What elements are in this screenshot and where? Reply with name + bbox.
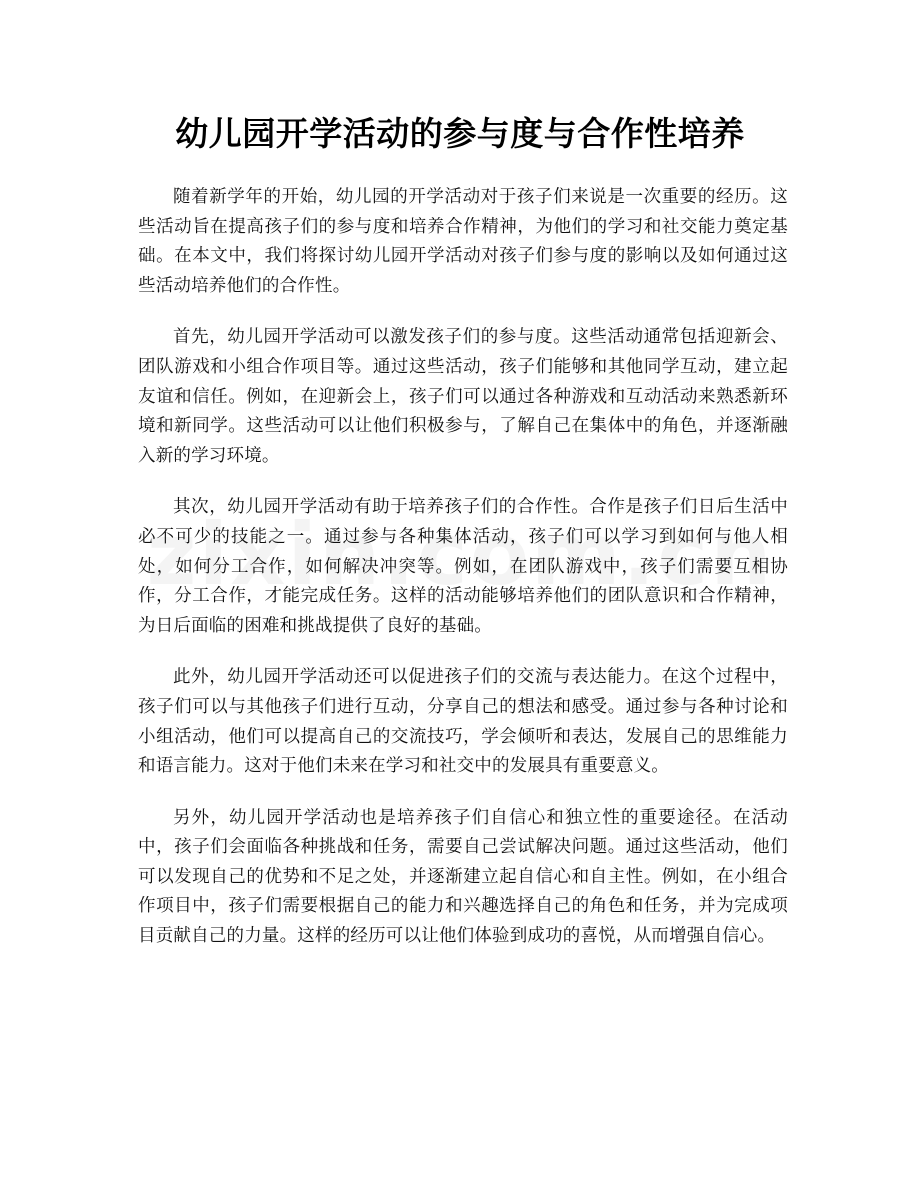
paragraph-4: 此外，幼儿园开学活动还可以促进孩子们的交流与表达能力。在这个过程中，孩子们可以与其他孩子们进行互动，分享自己的想法和感受。通过参与各种讨论和小组活动，他们可以提高自己的交流技巧，学会倾听和表达，发展自己的思维能力和语言能力。这对于他们未来在学习和社交中的发展具有重要意义。: [138, 667, 788, 777]
paragraph-2: 首先，幼儿园开学活动可以激发孩子们的参与度。这些活动通常包括迎新会、团队游戏和小组合作项目等。通过这些活动，孩子们能够和其他同学互动，建立起友谊和信任。例如，在迎新会上，孩子们可以通过各种游戏和互动活动来熟悉新环境和新同学。这些活动可以让他们积极参与，了解自己在集体中的角色，并逐渐融入新的学习环境。: [138, 327, 788, 466]
paragraph-1: 随着新学年的开始，幼儿园的开学活动对于孩子们来说是一次重要的经历。这些活动旨在提高孩子们的参与度和培养合作精神，为他们的学习和社交能力奠定基础。在本文中，我们将探讨幼儿园开学活动对孩子们参与度的影响以及如何通过这些活动培养他们的合作性。: [138, 187, 788, 296]
page-title: 幼儿园开学活动的参与度与合作性培养: [175, 114, 745, 153]
document-body: [138, 183, 788, 974]
paragraph-3: 其次，幼儿园开学活动有助于培养孩子们的合作性。合作是孩子们日后生活中必不可少的技能之一。通过参与各种集体活动，孩子们可以学习到如何与他人相处，如何分工合作，如何解决冲突等。例如，在团队游戏中，孩子们需要互相协作，分工合作，才能完成任务。这样的活动能够培养他们的团队意识和合作精神，为日后面临的困难和挑战提供了良好的基础。: [138, 497, 788, 636]
paragraph-5: 另外，幼儿园开学活动也是培养孩子们自信心和独立性的重要途径。在活动中，孩子们会面临各种挑战和任务，需要自己尝试解决问题。通过这些活动，他们可以发现自己的优势和不足之处，并逐渐建立起自信心和自主性。例如，在小组合作项目中，孩子们需要根据自己的能力和兴趣选择自己的角色和任务，并为完成项目贡献自己的力量。这样的经历可以让他们体验到成功的喜悦，从而增强自信心。: [138, 807, 788, 947]
